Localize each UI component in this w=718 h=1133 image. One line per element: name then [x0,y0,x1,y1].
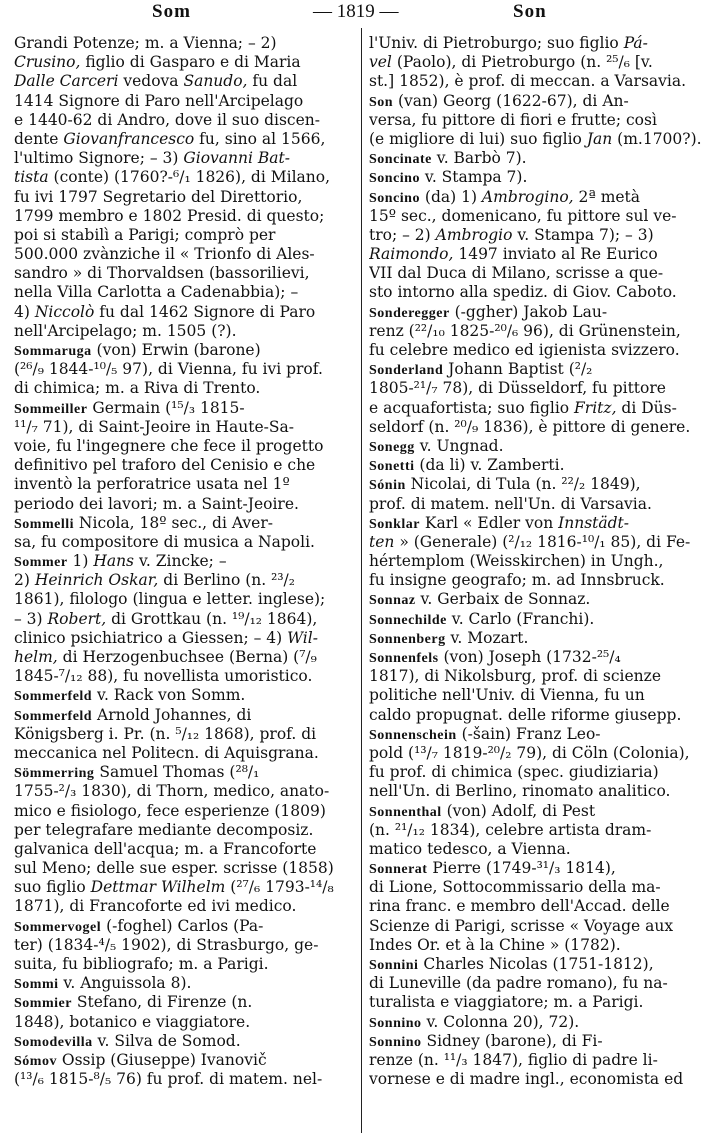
body-text: vornese e di madre ingl., economista ed [369,1070,684,1089]
page-number: — 1819 — [313,1,399,22]
text-line [369,763,714,782]
text-line [369,72,714,91]
text-line [369,610,714,629]
entry-headword: Sommelli [14,516,74,532]
italic-text: Sanudo, [183,72,248,91]
text-line [369,303,714,322]
italic-text: Giovanni Bat- [183,149,290,168]
body-text: matico tedesco, a Vienna. [369,839,571,858]
text-line [369,1070,714,1089]
body-text: 1805-²¹/₇ 78), di Düsseldorf, fu pittore [369,379,666,398]
text-line [14,993,356,1012]
italic-text: Dettmar Wilhelm [90,878,226,897]
text-line [369,456,714,475]
entry-headword: Sonegg [369,439,415,455]
entry-headword: Sömmerring [14,766,95,782]
entry-headword: Somodevilla [14,1034,93,1050]
body-text: renze (n. ¹¹/₃ 1847), figlio di padre li- [369,1050,658,1069]
body-text: Samuel Thomas (²⁸/₁ [94,763,260,782]
entry-headword: Sommeiller [14,401,88,417]
body-text: 1848), botanico e viaggiatore. [14,1012,251,1031]
text-line [369,802,714,821]
italic-text: Raimondo, [369,245,454,264]
text-line [14,725,356,744]
italic-text: Ambrogino, [481,187,574,206]
text-line [14,264,356,283]
body-text: ¹¹/₇ 71), di Saint-Jeoire in Haute-Sa- [14,417,295,436]
body-text: per telegrafare mediante decomposiz. [14,820,314,839]
body-text: Karl « Edler von [419,513,559,532]
text-line [14,456,356,475]
text-line [14,763,356,782]
entry-headword: Sommervogel [14,919,102,935]
text-line [369,840,714,859]
entry-headword: Sonnenberg [369,631,446,647]
body-text: v. Ungnad. [414,436,504,455]
body-text: (da) 1) [419,187,482,206]
body-text: definitivo pel traforo del Cenisio e che [14,456,316,475]
header-left-guide-word: Som [152,1,191,22]
body-text: tro; – 2) [369,225,436,244]
text-line [14,1070,356,1089]
text-line [14,303,356,322]
text-line [369,993,714,1012]
entry-headword: Sonetti [369,459,415,475]
text-line [369,782,714,801]
body-text: galvanica dell'acqua; m. a Francoforte [14,839,317,858]
body-text: versa, fu pittore di fiori e frutte; così [369,110,657,129]
text-line [14,245,356,264]
text-line [14,168,356,187]
body-text: e acquafortista; suo figlio [369,398,575,417]
text-line [14,878,356,897]
body-text: » (Generale) (²/₁₂ 1816-¹⁰/₁ 85), di Fe- [394,532,691,551]
header-right-guide-word: Son [513,1,547,22]
text-line [14,437,356,456]
text-line [369,1051,714,1070]
body-text: dente [14,129,64,148]
entry-headword: Sómov [14,1053,57,1069]
body-text: (von) Adolf, di Pest [441,801,596,820]
body-text: suo figlio [14,878,91,897]
text-line [14,379,356,398]
body-text: (m.1700?). [612,129,702,148]
text-line [14,514,356,533]
body-text: di Herzogenbuchsee (Berna) (⁷/₉ [57,648,317,666]
body-text: di Luneville (da padre romano), fu na- [369,974,668,993]
body-text: – 3) [14,609,48,628]
body-text: politiche nell'Univ. di Vienna, fu un [369,686,645,705]
body-text: Ossip (Giuseppe) Ivanovič [56,1050,267,1069]
body-text: (²⁷/₆ 1793-¹⁴/₈ [225,878,334,897]
entry-headword: Sonnechilde [369,612,447,628]
text-line [369,92,714,111]
body-text: (van) Georg (1622-67), di An- [393,91,629,110]
body-text: v. Stampa 7); – 3) [512,225,654,244]
body-text: periodo dei lavori; m. a Saint-Jeoire. [14,494,299,513]
body-text: di Lione, Sottocommissario della ma- [369,878,661,897]
body-text: (e migliore di lui) suo figlio [369,129,587,148]
body-text: e 1440-62 di Andro, dove il suo discen- [14,110,320,129]
body-text: (-šain) Franz Leo- [456,724,601,743]
text-line [369,571,714,590]
text-line [369,399,714,418]
text-line [369,168,714,187]
body-text: seldorf (n. ²⁰/₉ 1836), è pittore di genere. [369,417,691,436]
text-line [14,188,356,207]
body-text: v. Zincke; – [134,552,227,571]
body-text: Indes Or. et à la Chine » (1782). [369,935,621,954]
italic-text: Ambrogio [435,225,513,244]
body-text: mico e fisiologo, fece esperienze (1809) [14,801,326,820]
body-text: v. Anguissola 8). [58,974,192,993]
text-line [14,955,356,974]
text-line [369,360,714,379]
entry-headword: Sommier [14,996,72,1012]
italic-text: Pá- [623,34,648,52]
body-text: Pierre (1749-³¹/₃ 1814), [427,859,616,878]
italic-text: ten [369,532,395,551]
body-text: sto intorno alla spediz. di Giov. Caboto. [369,283,677,302]
body-text: di Grottkau (n. ¹⁹/₁₂ 1864), [106,609,318,628]
text-line [369,686,714,705]
body-text: Charles Nicolas (1751-1812), [418,955,654,973]
text-line [369,552,714,571]
entry-headword: Soncinate [369,152,432,168]
italic-text: vel [369,53,392,72]
body-text: 1799 membro e 1802 Presid. di questo; [14,206,325,225]
body-text: poi si stabilì a Parigi; comprò per [14,225,276,244]
text-line [369,590,714,609]
text-line [14,495,356,514]
text-line [14,840,356,859]
text-line [369,475,714,494]
body-text: suita, fu bibliografo; m. a Parigi. [14,955,269,973]
text-line [14,744,356,763]
text-line [369,341,714,360]
body-text: di chimica; m. a Riva di Trento. [14,379,261,398]
body-text: 1) [67,552,94,571]
italic-text: Niccolò [34,302,95,321]
body-text: clinico psichiatrico a Giessen; – 4) [14,628,288,647]
text-line [369,245,714,264]
body-text: di Berlino (n. ²³/₂ [158,571,295,590]
page-header [0,0,718,30]
text-line [369,418,714,437]
italic-text: Crusino, [14,53,81,72]
text-line [14,341,356,360]
text-line [14,590,356,609]
body-text: (conte) (1760?-⁶/₁ 1826), di Milano, [48,168,331,187]
entry-headword: Sónin [369,478,406,494]
body-text: 2ª metà [573,187,641,206]
text-line [369,149,714,168]
body-text: vedova [118,72,184,91]
text-line [14,111,356,130]
text-line [14,533,356,552]
entry-headword: Sonnaz [369,593,416,609]
text-line [14,648,356,667]
body-text: (von) Joseph (1732-²⁵/₄ [438,648,621,666]
text-line [369,130,714,149]
body-text: fu, sino al 1566, [194,129,326,148]
text-line [14,859,356,878]
italic-text: Innstädt- [558,513,630,532]
text-line [369,495,714,514]
body-text: l'ultimo Signore; – 3) [14,149,184,168]
text-line [369,744,714,763]
body-text: pold (¹³/₇ 1819-²⁰/₂ 79), di Cöln (Colonia), [369,743,690,762]
text-line [14,130,356,149]
text-line [369,264,714,283]
text-line [369,1032,714,1051]
italic-text: Wil- [287,628,318,647]
body-text: sandro » di Thorvaldsen (bassorilievi, [14,264,310,283]
left-column [14,34,356,1089]
text-line [369,437,714,456]
text-line [369,667,714,686]
text-line [369,859,714,878]
text-line [14,1051,356,1070]
body-text: Johann Baptist (²/₂ [443,360,593,379]
body-text: 2) [14,571,35,590]
body-text: VII dal Duca di Milano, scrisse a que- [369,264,664,283]
body-text: Scienze di Parigi, scrisse « Voyage aux [369,916,674,935]
entry-headword: Sonnino [369,1015,422,1031]
text-line [14,399,356,418]
body-text: 1845-⁷/₁₂ 88), fu novellista umoristico. [14,667,313,686]
body-text: v. Silva de Somod. [92,1031,241,1050]
text-line [14,283,356,302]
body-text: Sidney (barone), di Fi- [421,1031,603,1050]
body-text: sa, fu compositore di musica a Napoli. [14,532,315,551]
body-text: v. Gerbaix de Sonnaz. [415,590,591,609]
text-line [369,955,714,974]
text-line [369,648,714,667]
text-line [14,475,356,494]
text-line [14,418,356,437]
text-line [14,802,356,821]
text-line [369,821,714,840]
text-line [14,667,356,686]
text-line [14,974,356,993]
body-text: nell'Un. di Berlino, rinomato analitico. [369,782,671,801]
body-text: ter) (1834-⁴/₅ 1902), di Strasburgo, ge- [14,935,319,954]
body-text: (²⁶/₉ 1844-¹⁰/₅ 97), di Vienna, fu ivi prof. [14,360,323,379]
italic-text: Jan [586,129,613,148]
body-text: (-foghel) Carlos (Pa- [101,916,264,935]
body-text: nell'Arcipelago; m. 1505 (?). [14,321,237,340]
entry-headword: Sonnino [369,1034,422,1050]
italic-text: Giovanfrancesco [63,129,195,148]
text-line [14,72,356,91]
body-text: turalista e viaggiatore; m. a Parigi. [369,993,644,1012]
body-text: meccanica nel Politecn. di Aquisgrana. [14,743,319,762]
body-text: 1414 Signore di Paro nell'Arcipelago [14,91,304,110]
italic-text: Hans [93,552,135,571]
body-text: Arnold Johannes, di [92,705,252,724]
body-text: Nicolai, di Tula (n. ²²/₂ 1849), [405,475,641,494]
italic-text: helm, [14,648,58,666]
entry-headword: Sommaruga [14,344,92,359]
body-text: rina franc. e membro dell'Accad. delle [369,897,670,916]
body-text: voie, fu l'ingegnere che fece il progetto [14,436,324,455]
body-text: 1817), di Nikolsburg, prof. di scienze [369,667,661,686]
entry-headword: Son [369,94,394,110]
text-line [369,34,714,53]
text-line [14,782,356,801]
text-line [369,111,714,130]
text-line [369,706,714,725]
right-column [369,34,714,1089]
body-text: inventò la perforatrice usata nel 1º [14,475,290,494]
text-line [14,149,356,168]
text-line [369,725,714,744]
body-text: 1861), filologo (lingua e letter. inglese); [14,590,326,609]
body-text: figlio di Gasparo e di Maria [80,53,301,72]
entry-headword: Sonderland [369,363,444,379]
text-line [369,936,714,955]
text-line [14,821,356,840]
entry-headword: Sommerfeld [14,708,93,724]
italic-text: tista [14,168,49,187]
body-text: v. Colonna 20), 72). [421,1012,580,1031]
body-text: v. Stampa 7). [419,168,528,187]
italic-text: Heinrich Oskar, [34,571,159,590]
entry-headword: Sonderegger [369,305,450,321]
body-text: v. Barbò 7). [431,149,527,168]
text-line [14,53,356,72]
text-line [369,188,714,207]
entry-headword: Sonnerat [369,862,428,878]
text-line [369,53,714,72]
body-text: (Paolo), di Pietroburgo (n. ²⁵/₆ [v. [391,53,653,72]
body-text: v. Rack von Somm. [92,686,246,705]
text-line [14,1013,356,1032]
body-text: v. Mozart. [445,628,529,647]
text-line [14,1032,356,1051]
entry-headword: Sonklar [369,516,420,532]
body-text: nella Villa Carlotta a Cadenabbia); – [14,283,299,302]
text-line [369,322,714,341]
text-line [369,897,714,916]
body-text: fu ivi 1797 Segretario del Direttorio, [14,187,303,206]
body-text: fu dal [247,72,298,91]
text-line [14,629,356,648]
entry-headword: Sommerfeld [14,689,93,705]
body-text: Nicola, 18º sec., di Aver- [74,513,273,532]
body-text: (¹³/₆ 1815-⁸/₅ 76) fu prof. di matem. nel- [14,1070,323,1089]
entry-headword: Sonnenthal [369,804,442,820]
italic-text: Robert, [47,609,107,628]
body-text: sul Meno; delle sue esper. scrisse (1858) [14,859,334,878]
text-line [14,897,356,916]
body-text: Stefano, di Firenze (n. [71,993,253,1012]
body-text: fu celebre medico ed igienista svizzero. [369,341,680,359]
text-line [14,34,356,53]
text-line [14,207,356,226]
body-text: l'Univ. di Pietroburgo; suo figlio [369,34,624,52]
body-text: v. Carlo (Franchi). [446,609,595,628]
body-text: fu insigne geografo; m. ad Innsbruck. [369,571,665,590]
text-line [369,974,714,993]
text-line [369,514,714,533]
body-text: (-ggher) Jakob Lau- [449,302,608,321]
body-text: prof. di matem. nell'Un. di Varsavia. [369,494,652,513]
body-text: 15º sec., domenicano, fu pittore sul ve- [369,206,677,225]
text-line [14,552,356,571]
body-text: fu prof. di chimica (spec. giudiziaria) [369,763,659,782]
body-text: Königsberg i. Pr. (n. ⁵/₁₂ 1868), prof. di [14,724,317,743]
body-text: renz (²²/₁₀ 1825-²⁰/₆ 96), di Grünenstein, [369,321,681,340]
italic-text: Dalle Carceri [14,72,119,91]
body-text: caldo propugnat. delle riforme giusepp. [369,705,682,724]
body-text: (n. ²¹/₁₂ 1834), celebre artista dram- [369,820,652,839]
body-text: Grandi Potenze; m. a Vienna; – 2) [14,34,277,52]
body-text: (von) Erwin (barone) [91,341,261,359]
text-line [369,207,714,226]
body-text: hértemplom (Weisskirchen) in Ungh., [369,552,664,571]
text-line [14,706,356,725]
entry-headword: Soncino [369,190,420,206]
text-line [14,686,356,705]
text-line [14,917,356,936]
entry-headword: Sonnini [369,958,419,973]
text-line [14,360,356,379]
entry-headword: Sonnenfels [369,651,439,666]
italic-text: Fritz, [574,398,617,417]
text-line [14,322,356,341]
body-text: st.] 1852), è prof. di meccan. a Varsavia. [369,72,687,91]
body-text: Germain (¹⁵/₃ 1815- [87,398,245,417]
text-line [369,629,714,648]
text-line [369,917,714,936]
column-divider [361,28,362,1133]
text-line [14,92,356,111]
entry-headword: Soncino [369,171,420,187]
text-line [369,533,714,552]
text-line [369,1013,714,1032]
text-line [369,878,714,897]
text-line [14,571,356,590]
text-line [369,379,714,398]
body-text: 1497 inviato al Re Eurico [453,245,658,264]
text-line [369,283,714,302]
body-text: fu dal 1462 Signore di Paro [94,302,316,321]
text-line [14,610,356,629]
body-text: 1755-²/₃ 1830), di Thorn, medico, anato- [14,782,330,801]
entry-headword: Sommi [14,977,59,993]
text-line [369,226,714,245]
text-line [14,936,356,955]
entry-headword: Sonnenschein [369,727,457,743]
body-text: di Düs- [616,398,677,417]
body-text: 1871), di Francoforte ed ivi medico. [14,897,297,916]
body-text: 4) [14,302,35,321]
body-text: 500.000 zvànziche il « Trionfo di Ales- [14,245,315,264]
text-line [14,226,356,245]
body-text: (da li) v. Zamberti. [414,456,565,475]
entry-headword: Sommer [14,555,68,571]
